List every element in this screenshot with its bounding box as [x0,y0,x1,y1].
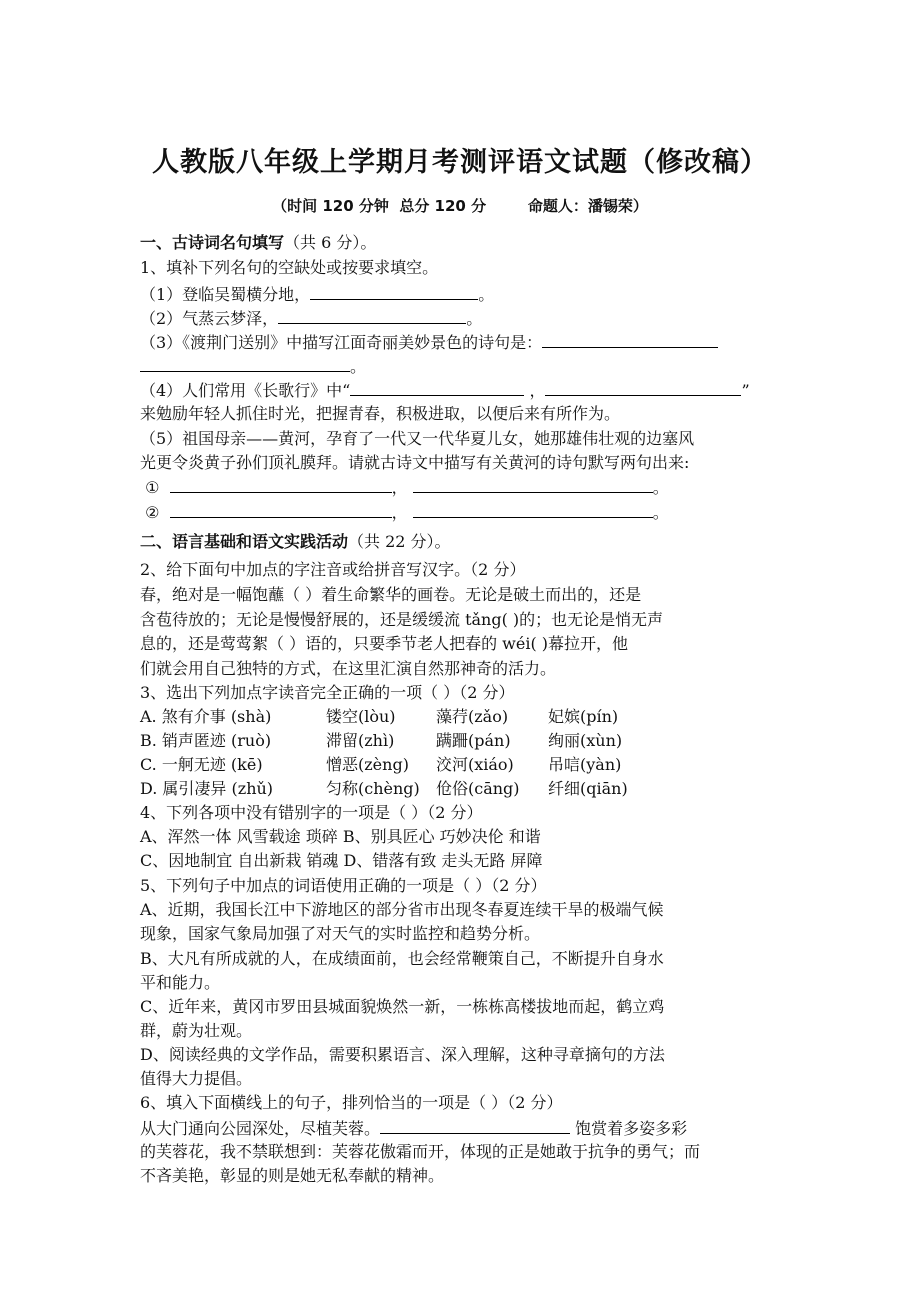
question-2: 2、给下面句中加点的字注音或给拼音写汉字。（2 分） [140,560,526,579]
q3-option-a: A. 煞有介事 (shà) 镂空(lòu) 藻荇(zǎo) 妃嫔(pín) [140,707,619,726]
q5-option-d-cont: 值得大力提倡。 [140,1069,253,1088]
exam-info: （时间 120 分钟 总分 120 分 命题人：潘锡荣） [272,197,648,215]
section-2-heading [140,532,800,552]
answer-blank[interactable] [278,308,466,324]
answer-blank[interactable] [350,380,524,396]
answer-blank[interactable] [413,502,653,518]
question-6-text: 不吝美艳，彰显的则是她无私奉献的精神。 [140,1166,445,1185]
item-1-5-answer-1: ① ， 。 [145,478,669,497]
question-5: 5、下列句子中加点的词语使用正确的一项是（ ）（2 分） [140,876,547,895]
item-1-2: （2）气蒸云梦泽， 。 [140,309,483,328]
question-2-text: 含苞待放的；无论是慢慢舒展的，还是缓缓流 tǎng( )的；也无论是悄无声 [140,610,664,629]
q4-options-ab: A、浑然一体 风雪载途 琐碎 B、别具匠心 巧妙决伦 和谐 [140,827,541,846]
question-3: 3、选出下列加点字读音完全正确的一项（ ）（2 分） [140,683,515,702]
answer-blank[interactable] [380,1118,570,1134]
question-6-text: 从大门通向公园深处，尽植芙蓉。 饱赏着多姿多彩 [140,1119,688,1138]
q5-option-b-cont: 平和能力。 [140,973,221,992]
q5-option-c: C、近年来，黄冈市罗田县城面貌焕然一新，一栋栋高楼拔地而起，鹤立鸡 [140,997,665,1016]
section-2-score: （共 22 分）。 [348,532,451,551]
answer-blank[interactable] [413,477,653,493]
question-2-text: 息的，还是莺莺絮（ ）语的，只要季节老人把春的 wéi( )幕拉开，他 [140,634,629,653]
q5-option-b: B、大凡有所成就的人，在成绩面前，也会经常鞭策自己，不断提升自身水 [140,949,664,968]
q5-option-c-cont: 群，蔚为壮观。 [140,1021,253,1040]
answer-blank[interactable] [140,356,350,372]
item-1-1: （1）登临吴蜀横分地， 。 [140,285,495,304]
item-1-5-cont: 光更令炎黄子孙们顶礼膜拜。请就古诗文中描写有关黄河的诗句默写两句出来: [140,453,690,472]
question-6: 6、填入下面横线上的句子，排列恰当的一项是（ ）（2 分） [140,1093,563,1112]
answer-blank[interactable] [542,332,718,348]
question-1: 1、填补下列名句的空缺处或按要求填空。 [140,258,439,277]
item-1-5: （5）祖国母亲——黄河，孕育了一代又一代华夏儿女，她那雄伟壮观的边塞风 [140,429,695,448]
q5-option-a-cont: 现象，国家气象局加强了对天气的实时监控和趋势分析。 [140,924,541,943]
q3-option-c: C. 一舸无迹 (kē) 憎恶(zèng) 洨河(xiáo) 吊唁(yàn) [140,755,622,774]
question-2-text: 们就会用自己独特的方式，在这里汇演自然那神奇的活力。 [140,659,557,678]
answer-blank[interactable] [170,477,392,493]
page-title: 人教版八年级上学期月考测评语文试题（修改稿） [152,147,768,178]
q3-option-d: D. 属引凄异 (zhǔ) 匀称(chèng) 伧俗(cāng) 纤细(qiān) [140,779,628,798]
answer-blank[interactable] [545,380,741,396]
answer-blank[interactable] [170,502,392,518]
question-2-text: 春，绝对是一幅饱蘸（ ）着生命繁华的画卷。无论是破土而出的，还是 [140,585,642,604]
item-1-3-cont: 。 [140,356,800,377]
question-4: 4、下列各项中没有错别字的一项是（ ）（2 分） [140,803,483,822]
item-1-3: （3）《渡荆门送别》中描写江面奇丽美妙景色的诗句是： [140,332,800,353]
question-6-text: 的芙蓉花，我不禁联想到：芙蓉花傲霜而开，体现的正是她敢于抗争的勇气；而 [140,1142,701,1161]
item-1-5-answer-2: ② ， 。 [145,503,669,522]
q4-options-cd: C、因地制宜 自出新栽 销魂 D、错落有致 走头无路 屏障 [140,851,543,870]
q5-option-d: D、阅读经典的文学作品，需要积累语言、深入理解，这种寻章摘句的方法 [140,1045,665,1064]
section-1-title: 一、古诗词名句填写 [140,233,285,252]
item-1-4: （4）人们常用《长歌行》中“ ， ” [140,381,750,400]
q3-option-b: B. 销声匿迹 (ruò) 滞留(zhì) 蹒跚(pán) 绚丽(xùn) [140,731,623,750]
section-2-title: 二、语言基础和语文实践活动 [140,532,349,551]
section-1-score: （共 6 分）。 [284,233,377,252]
answer-blank[interactable] [310,284,478,300]
q5-option-a: A、近期，我国长江中下游地区的部分省市出现冬春夏连续干旱的极端气候 [140,900,664,919]
item-1-4-cont: 来勉励年轻人抓住时光，把握青春，积极进取，以便后来有所作为。 [140,404,621,423]
section-1-heading [140,233,800,253]
